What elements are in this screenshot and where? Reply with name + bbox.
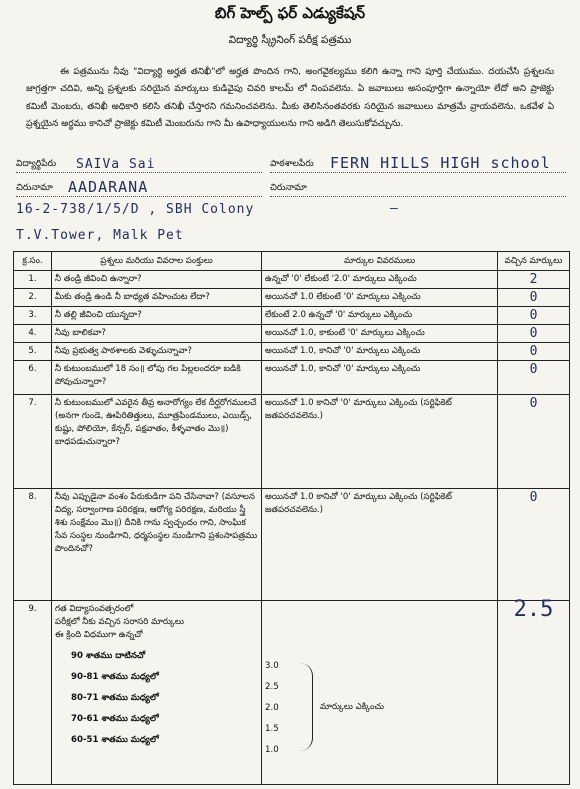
brace-icon (300, 663, 313, 751)
student-name-label: విద్యార్థిపేరు (16, 159, 57, 169)
q9-marks-rule (262, 601, 498, 785)
q9-question (52, 601, 262, 785)
table-row (14, 489, 570, 601)
row-number: 1. (14, 271, 52, 289)
row-score-input[interactable]: 2 (498, 271, 570, 289)
grade-label: 80-71 శాతము మధ్యలో (71, 693, 159, 703)
form-title: బిగ్ హెల్ప్ ఫర్ ఎడ్యుకేషన్ (214, 4, 366, 22)
header-serial: క్ర.సం. (14, 252, 52, 271)
row-question: నీ తండ్రి జీవించి ఉన్నారా? (52, 271, 262, 289)
row-question: నీవు ఎప్పుడైనా వంశం పేరుకుడిగా పని చేసినావా? (వసూలన విద్య, సర్వాంగాణ పరిరక్షణ, ఆరోగ్య పరిరక్షణ, మరియు స్త్రీ శిశు సంక్షేమం మొ॥) దీనికి గాను స్వచ్చందం గాని, సాంఘిక సేవ సంస్థల నుండిగాని, ధర్మసంస్థల నుండిగాని ప్రశంసాపత్రము పొందినచో? (52, 489, 262, 601)
table-row (14, 325, 570, 343)
header-marks: మార్కుల వివరములు (262, 252, 498, 271)
table-row (14, 271, 570, 289)
header-score: వచ్చిన మార్కులు (498, 252, 570, 271)
table-row (14, 395, 570, 489)
grade-label: 60-51 శాతము మధ్యలో (71, 735, 159, 745)
row-score-input[interactable]: 0 (498, 325, 570, 343)
score-table (13, 251, 570, 785)
row-number: 6. (14, 361, 52, 395)
table-row (14, 343, 570, 361)
address-field[interactable] (16, 180, 262, 197)
q9-score-input[interactable] (498, 597, 570, 785)
row-marks-rule: ఉన్నచో '0' లేకుంటే '2.0' మార్కులు ఎక్కించు (262, 271, 498, 289)
row-marks-rule: అయినచో 1.0, కాకుంటే '0' మార్కులు ఎక్కించు (262, 325, 498, 343)
q9-line2: పరీక్షలో నీకు వచ్చిన సరాసరి మార్కులు (55, 617, 184, 627)
row-marks-rule: అయినచో 1.0, కానిచో '0' మార్కులు ఎక్కించు (262, 361, 498, 395)
table-row (14, 361, 570, 395)
row-number: 3. (14, 307, 52, 325)
row-question: నీ కుటుంబములో 18 సం॥ లోపు గల పిల్లలందరూ బడికి పోవుచున్నారా? (52, 361, 262, 395)
row-number: 7. (14, 395, 52, 489)
contact-field[interactable] (270, 180, 566, 197)
row-score-input[interactable]: 0 (498, 307, 570, 325)
instructions-paragraph: ఈ పత్రమును నీవు "విద్యార్థి అర్హత తనిఖీ"లో అర్హత పొందిన గాని, అంగవైకల్యము కలిగి ఉన్నా గాని పూర్తి చేయుము. దయచేసి ప్రశ్నలను జాగ్రత్తగా చదివి, అన్ని ప్రశ్నలకు సరియైన మార్కులు కుడివైపు చివరి కాలమ్ లో నింపవలెను. ఏ జవాబులు అసంపూర్తిగా ఉన్నాయో లేదో అని ప్రాజెక్టు కమిటీ మెంబరు, తనిఖీ అధికారి కలిసి తనిఖీ చేస్తారని గమనించవలెను. మీకు తెలిసినంతవరకు సరియైన జవాబులు మాత్రమే వ్రాయవలెను. ఒకవేళ ఏ ప్రశ్నయైన అర్థము కానిచో ప్రాజెక్టు కమిటీ మెంబరును గాని మీ ఉపాధ్యాయులను గాని అడిగి తెలుసుకోవచ్చును. (26, 67, 554, 130)
grade-points: 1.0 (265, 745, 279, 755)
contact-label: చిరునామా (270, 183, 307, 193)
row-number: 5. (14, 343, 52, 361)
table-row (14, 289, 570, 307)
address-value-line1: AADARANA (68, 178, 149, 196)
student-name-value: SAIVa Sai (76, 157, 156, 172)
school-name-field[interactable] (270, 156, 566, 173)
row-score-input[interactable]: 0 (498, 489, 570, 601)
row-score-input[interactable]: 0 (498, 343, 570, 361)
row-question: నీవు ప్రభుత్వ పాఠశాలకు వెళ్ళుచున్నావా? (52, 343, 262, 361)
header-question: ప్రశ్నలు మరియు వివరాల పంక్తులు (52, 252, 262, 271)
address-label: చిరునామా (16, 183, 53, 193)
q9-brace-text: మార్కులు ఎక్కించు (320, 702, 385, 712)
student-name-field[interactable] (16, 156, 262, 173)
row-question: మీకు తండ్రి ఉండి నీ బాధ్యత వహించుట లేదా? (52, 289, 262, 307)
table-header-row (14, 252, 570, 271)
row-marks-rule: అయినచో 1.0 కానిచో '0' మార్కులు ఎక్కించు (సర్టిఫికెట్ జతపరచవలెను.) (262, 489, 498, 601)
row-score-input[interactable]: 0 (498, 395, 570, 489)
grade-label: 70-61 శాతము మధ్యలో (71, 714, 159, 724)
table-row-grades (14, 601, 570, 785)
q9-score-value: 2.5 (513, 597, 554, 622)
grade-label: 90 శాతము దాటినచో (71, 651, 146, 661)
address-dash: — (390, 201, 398, 216)
grade-points: 2.0 (265, 703, 279, 713)
q9-title: గత విద్యాసంవత్సరంలో (55, 604, 134, 614)
table-row (14, 307, 570, 325)
grade-points: 3.0 (265, 661, 279, 671)
grade-points: 1.5 (265, 724, 279, 734)
row-score-input[interactable]: 0 (498, 289, 570, 307)
grade-points: 2.5 (265, 682, 279, 692)
row-marks-rule: అయినచో 1.0 లేకుంటే '0' మార్కులు ఎక్కించు (262, 289, 498, 307)
q9-line3: ఈ క్రింది విధముగా ఉన్నచో (55, 630, 143, 640)
row-number: 2. (14, 289, 52, 307)
row-score-input[interactable]: 0 (498, 361, 570, 395)
school-name-value: FERN HILLS HIGH school (330, 154, 551, 172)
row-question: నీవు బాలికవా? (52, 325, 262, 343)
row-number: 4. (14, 325, 52, 343)
row-number: 9. (14, 601, 52, 785)
row-question: నీ తల్లి జీవించి యున్నదా? (52, 307, 262, 325)
form-subtitle: విద్యార్థి స్క్రీనింగ్ పరీక్ష పత్రము (228, 34, 352, 46)
row-marks-rule: లేకుంటే 2.0 ఉన్నచో '0' మార్కులు ఎక్కించు (262, 307, 498, 325)
row-number: 8. (14, 489, 52, 601)
row-marks-rule: అయినచో 1.0 కానిచో '0' మార్కులు ఎక్కించు (సర్టిఫికెట్ జతపరచవలెను.) (262, 395, 498, 489)
grade-label: 90-81 శాతము మధ్యలో (71, 672, 159, 682)
row-marks-rule: అయినచో 1.0, కానిచో '0' మార్కులు ఎక్కించు (262, 343, 498, 361)
address-value-line3: T.V.Tower, Malk Pet (16, 228, 184, 243)
row-question: నీ కుటుంబములో ఎవరైన తీవ్ర అనారోగ్యం లేక దీర్ఘరోగములచే (అనగా గుండె, ఊపిరితిత్తులు, మూత్రపిండములు, ఎయిడ్స్, కుష్టు, పోలియో, కేన్సర్, పక్షవాతం, కీళ్ళవాతం మొ॥) బాధపడుచున్నారా? (52, 395, 262, 489)
school-name-label: పాఠశాలపేరు (270, 159, 314, 169)
address-value-line2: 16-2-738/1/5/D , SBH Colony (16, 202, 255, 217)
